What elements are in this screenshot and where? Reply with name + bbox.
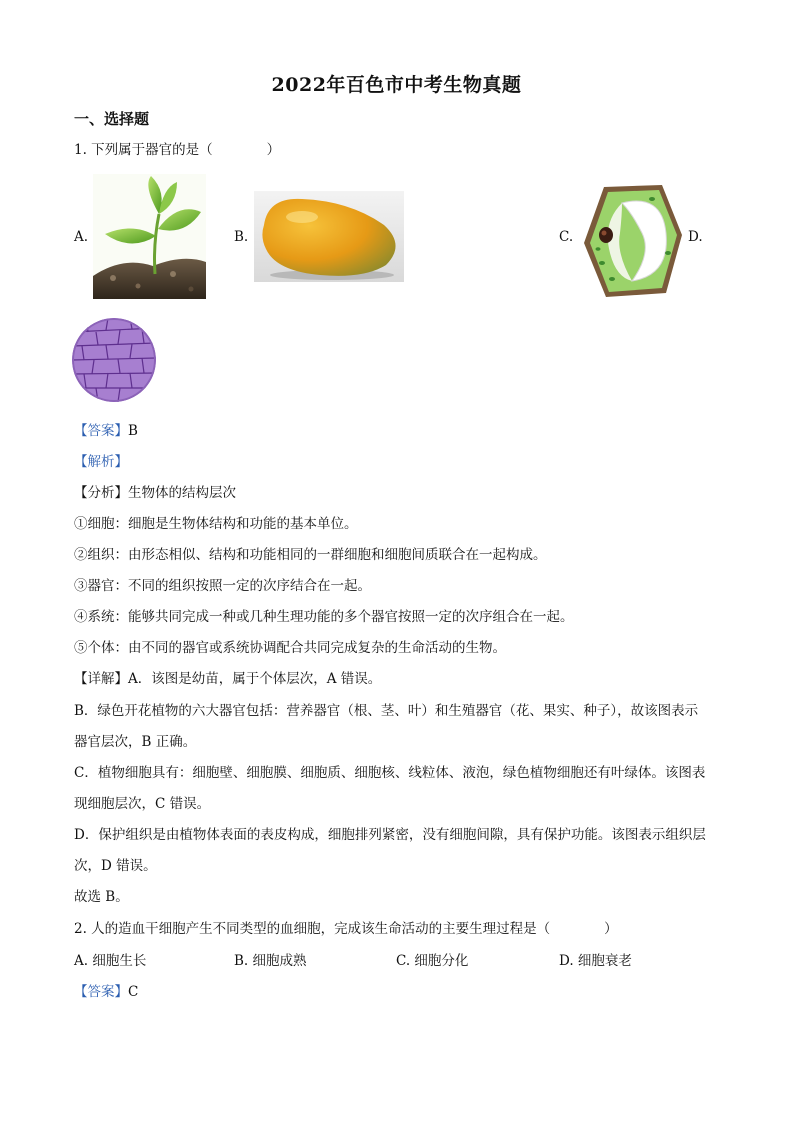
option-d-label: D. [688, 229, 703, 245]
analysis-line: D．保护组织是由植物体表面的表皮构成，细胞排列紧密，没有细胞间隙，具有保护功能。该图表示组织层 [74, 827, 706, 843]
answer-value: C [128, 984, 139, 1000]
analysis-line: ⑤个体：由不同的器官或系统协调配合共同完成复杂的生命活动的生物。 [74, 640, 506, 656]
analysis-line: 故选 B。 [74, 889, 129, 905]
q2-option-a: A. 细胞生长 [74, 953, 147, 969]
analysis-line: 【详解】A．该图是幼苗，属于个体层次，A 错误。 [74, 671, 382, 687]
answer-value: B [128, 423, 138, 439]
q1-answer [74, 421, 138, 441]
analysis-line: C．植物细胞具有：细胞壁、细胞膜、细胞质、细胞核、线粒体、液泡，绿色植物细胞还有叶绿体。该图表 [74, 765, 706, 781]
analysis-line: 现细胞层次，C 错误。 [74, 796, 211, 812]
mango-fruit-image [254, 191, 404, 282]
analysis-line: 【分析】生物体的结构层次 [74, 485, 236, 501]
analysis-label: 【解析】 [74, 454, 128, 470]
q2-option-b: B. 细胞成熟 [234, 953, 307, 969]
answer-label: 【答案】 [74, 984, 128, 1000]
analysis-line: ②组织：由形态相似、结构和功能相同的一群细胞和细胞间质联合在一起构成。 [74, 547, 547, 563]
seedling-image [93, 174, 206, 299]
epidermis-tissue-image [72, 318, 156, 402]
question-2-stem: 2. 人的造血干细胞产生不同类型的血细胞，完成该生命活动的主要生理过程是（ ） [74, 921, 618, 937]
section-heading: 一、选择题 [74, 110, 150, 128]
analysis-line: 次，D 错误。 [74, 858, 157, 874]
option-b-label: B. [234, 229, 249, 245]
q2-option-d: D. 细胞衰老 [559, 953, 632, 969]
option-c-label: C. [559, 229, 574, 245]
analysis-line: ④系统：能够共同完成一种或几种生理功能的多个器官按照一定的次序组合在一起。 [74, 609, 574, 625]
analysis-line: 器官层次，B 正确。 [74, 734, 197, 750]
answer-label: 【答案】 [74, 423, 128, 439]
analysis-line: ①细胞：细胞是生物体结构和功能的基本单位。 [74, 516, 358, 532]
plant-cell-image [582, 183, 684, 299]
analysis-line: ③器官：不同的组织按照一定的次序结合在一起。 [74, 578, 371, 594]
q2-answer [74, 982, 138, 1002]
question-1-stem: 1. 下列属于器官的是（ ） [74, 142, 281, 158]
option-a-label: A. [74, 229, 89, 245]
analysis-line: B．绿色开花植物的六大器官包括：营养器官（根、茎、叶）和生殖器官（花、果实、种子），故该图表示 [74, 703, 699, 719]
page-title: 2022年百色市中考生物真题 [271, 74, 522, 96]
q2-option-c: C. 细胞分化 [396, 953, 469, 969]
